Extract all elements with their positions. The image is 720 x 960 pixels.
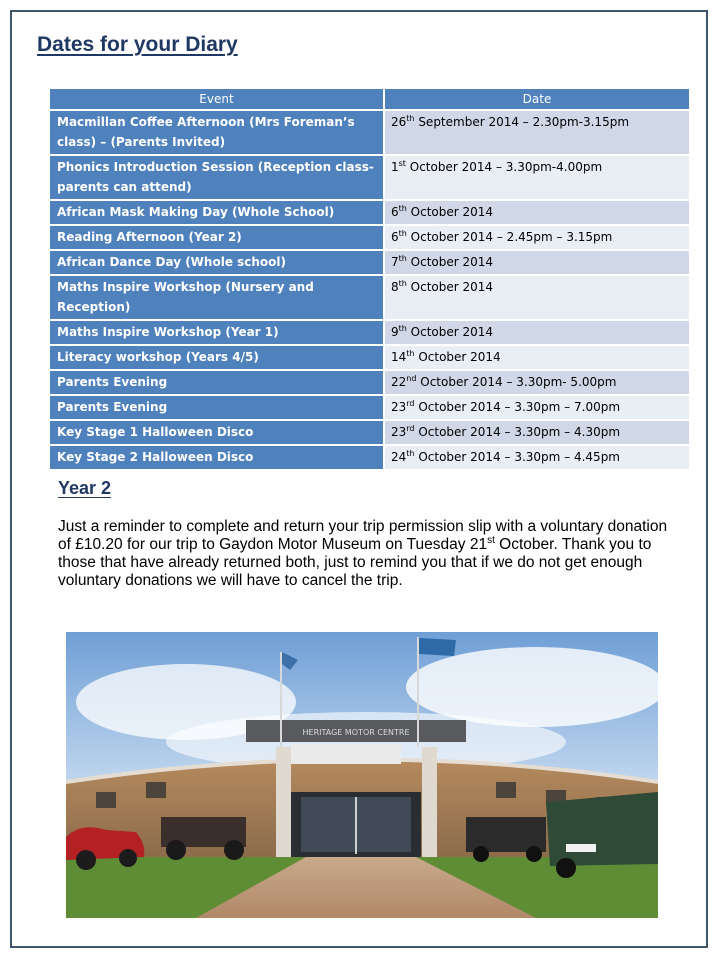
date-day: 8 bbox=[391, 280, 399, 294]
date-rest: October 2014 – 3.30pm- 5.00pm bbox=[416, 375, 617, 389]
table-header-row bbox=[50, 89, 689, 110]
date-suffix: th bbox=[398, 204, 407, 213]
date-suffix: th bbox=[398, 324, 407, 333]
date-cell bbox=[384, 420, 689, 445]
date-day: 23 bbox=[391, 425, 407, 439]
date-day: 6 bbox=[391, 205, 399, 219]
date-rest: October 2014 bbox=[406, 280, 494, 294]
header-event: Event bbox=[50, 89, 384, 110]
date-day: 22 bbox=[391, 375, 407, 389]
table-row bbox=[50, 155, 689, 200]
event-cell: Key Stage 2 Halloween Disco bbox=[50, 445, 384, 469]
date-suffix: th bbox=[406, 349, 415, 358]
year2-heading: Year 2 bbox=[58, 478, 112, 498]
date-day: 6 bbox=[391, 230, 399, 244]
table-row bbox=[50, 370, 689, 395]
table-row bbox=[50, 200, 689, 225]
table-row bbox=[50, 320, 689, 345]
date-cell bbox=[384, 250, 689, 275]
year2-text bbox=[58, 518, 680, 590]
date-suffix: th bbox=[398, 279, 407, 288]
date-cell bbox=[384, 225, 689, 250]
date-day: 24 bbox=[391, 450, 407, 464]
event-cell: Phonics Introduction Session (Reception class- parents can attend) bbox=[50, 155, 384, 200]
date-day: 14 bbox=[391, 350, 407, 364]
date-cell bbox=[384, 445, 689, 469]
table-row bbox=[50, 250, 689, 275]
table-row bbox=[50, 420, 689, 445]
event-cell: Literacy workshop (Years 4/5) bbox=[50, 345, 384, 370]
date-suffix: th bbox=[398, 254, 407, 263]
event-cell: Key Stage 1 Halloween Disco bbox=[50, 420, 384, 445]
date-rest: October 2014 bbox=[414, 350, 501, 364]
events-table bbox=[50, 89, 689, 469]
table-row bbox=[50, 445, 689, 469]
date-day: 9 bbox=[391, 325, 399, 339]
year2-text-sup: st bbox=[487, 534, 495, 546]
date-cell bbox=[384, 155, 689, 200]
table-row bbox=[50, 110, 689, 155]
event-cell: Macmillan Coffee Afternoon (Mrs Foreman’s class) – (Parents Invited) bbox=[50, 110, 384, 155]
date-rest: October 2014 – 3.30pm – 7.00pm bbox=[414, 400, 621, 414]
date-cell bbox=[384, 370, 689, 395]
event-cell: Reading Afternoon (Year 2) bbox=[50, 225, 384, 250]
year2-text-start: Just a reminder to complete and return your trip permission slip with a voluntary donation of £10.20 for our trip to Gaydon Motor Museum on Tuesday 21 bbox=[58, 518, 668, 553]
table-row bbox=[50, 345, 689, 370]
date-rest: October 2014 bbox=[406, 205, 494, 219]
date-cell bbox=[384, 275, 689, 320]
date-rest: October 2014 – 3.30pm – 4.45pm bbox=[414, 450, 620, 464]
date-suffix: th bbox=[398, 229, 407, 238]
event-cell: African Dance Day (Whole school) bbox=[50, 250, 384, 275]
photo-sign-text: HERITAGE MOTOR CENTRE bbox=[302, 728, 410, 737]
museum-photo bbox=[66, 632, 658, 918]
date-day: 1 bbox=[391, 160, 399, 174]
date-rest: October 2014 bbox=[406, 255, 494, 269]
date-cell bbox=[384, 320, 689, 345]
date-cell bbox=[384, 200, 689, 225]
date-suffix: th bbox=[406, 114, 415, 123]
date-day: 23 bbox=[391, 400, 407, 414]
table-row bbox=[50, 225, 689, 250]
header-date: Date bbox=[384, 89, 689, 110]
date-rest: October 2014 – 2.45pm – 3.15pm bbox=[406, 230, 613, 244]
date-cell bbox=[384, 395, 689, 420]
event-cell: Parents Evening bbox=[50, 370, 384, 395]
date-day: 7 bbox=[391, 255, 399, 269]
date-suffix: rd bbox=[406, 424, 415, 433]
date-rest: September 2014 – 2.30pm-3.15pm bbox=[414, 115, 630, 129]
date-suffix: th bbox=[406, 449, 415, 458]
date-rest: October 2014 – 3.30pm-4.00pm bbox=[405, 160, 603, 174]
event-cell: Maths Inspire Workshop (Nursery and Reception) bbox=[50, 275, 384, 320]
date-suffix: rd bbox=[406, 399, 415, 408]
date-suffix: st bbox=[398, 159, 406, 168]
date-suffix: nd bbox=[406, 374, 417, 383]
date-rest: October 2014 – 3.30pm – 4.30pm bbox=[414, 425, 621, 439]
event-cell: Maths Inspire Workshop (Year 1) bbox=[50, 320, 384, 345]
event-cell: African Mask Making Day (Whole School) bbox=[50, 200, 384, 225]
page-title: Dates for your Diary bbox=[37, 33, 238, 56]
date-cell bbox=[384, 345, 689, 370]
year2-text-end: October. Thank you to those that have already returned both, just to remind you that if we do not get enough voluntary donations we will have to cancel the trip. bbox=[58, 536, 652, 589]
date-day: 26 bbox=[391, 115, 407, 129]
event-cell: Parents Evening bbox=[50, 395, 384, 420]
date-cell bbox=[384, 110, 689, 155]
date-rest: October 2014 bbox=[406, 325, 494, 339]
table-row bbox=[50, 395, 689, 420]
table-row bbox=[50, 275, 689, 320]
